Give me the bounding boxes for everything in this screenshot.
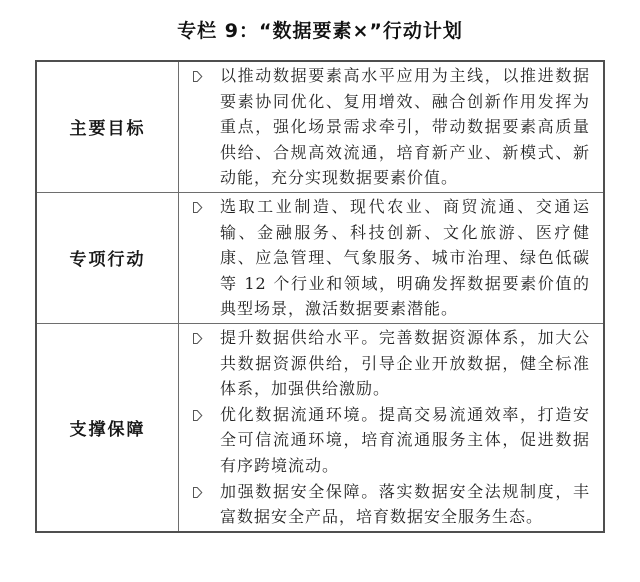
right-arrow-icon xyxy=(179,402,220,422)
row-content-goals xyxy=(179,62,603,192)
list-item xyxy=(179,402,590,479)
list-item-text: 提升数据供给水平。完善数据资源体系，加大公共数据资源供给，引导企业开放数据，健全标准体系，加强供给激励。 xyxy=(220,327,590,399)
list-item xyxy=(179,325,590,402)
list-item xyxy=(179,194,590,322)
page-title: 专栏 9：“数据要素×”行动计划 xyxy=(177,20,463,42)
list-item xyxy=(179,63,590,191)
right-arrow-icon xyxy=(179,63,220,83)
row-label-cell-actions xyxy=(37,193,179,323)
row-label-actions: 专项行动 xyxy=(69,250,146,271)
row-label-cell-goals xyxy=(37,62,179,192)
row-label-support: 支撑保障 xyxy=(69,419,146,440)
table-row-actions xyxy=(37,192,603,323)
right-arrow-icon xyxy=(179,194,220,214)
list-item-text: 以推动数据要素高水平应用为主线，以推进数据要素协同优化、复用增效、融合创新作用发挥为重点，强化场景需求牵引，带动数据要素高质量供给、合规高效流通，培育新产业、新模式、新动能，充分实现数据要素价值。 xyxy=(220,66,590,188)
row-label-goals: 主要目标 xyxy=(69,119,146,140)
table-row-support xyxy=(37,323,603,531)
action-plan-table xyxy=(35,60,605,533)
list-item xyxy=(179,479,590,530)
right-arrow-icon xyxy=(179,325,220,345)
list-item-text: 优化数据流通环境。提高交易流通效率，打造安全可信流通环境，培育流通服务主体，促进数据有序跨境流动。 xyxy=(220,404,590,475)
row-label-cell-support xyxy=(37,324,179,531)
list-item-text: 加强数据安全保障。落实数据安全法规制度，丰富数据安全产品，培育数据安全服务生态。 xyxy=(220,481,590,527)
table-row-goals xyxy=(37,62,603,192)
list-item-text: 选取工业制造、现代农业、商贸流通、交通运输、金融服务、科技创新、文化旅游、医疗健康、应急管理、气象服务、城市治理、绿色低碳等 12 个行业和领域，明确发挥数据要素价值的典型场景，激活数据要素潜能。 xyxy=(220,196,590,319)
row-content-actions xyxy=(179,193,603,323)
row-content-support xyxy=(179,324,603,531)
right-arrow-icon xyxy=(179,479,220,499)
